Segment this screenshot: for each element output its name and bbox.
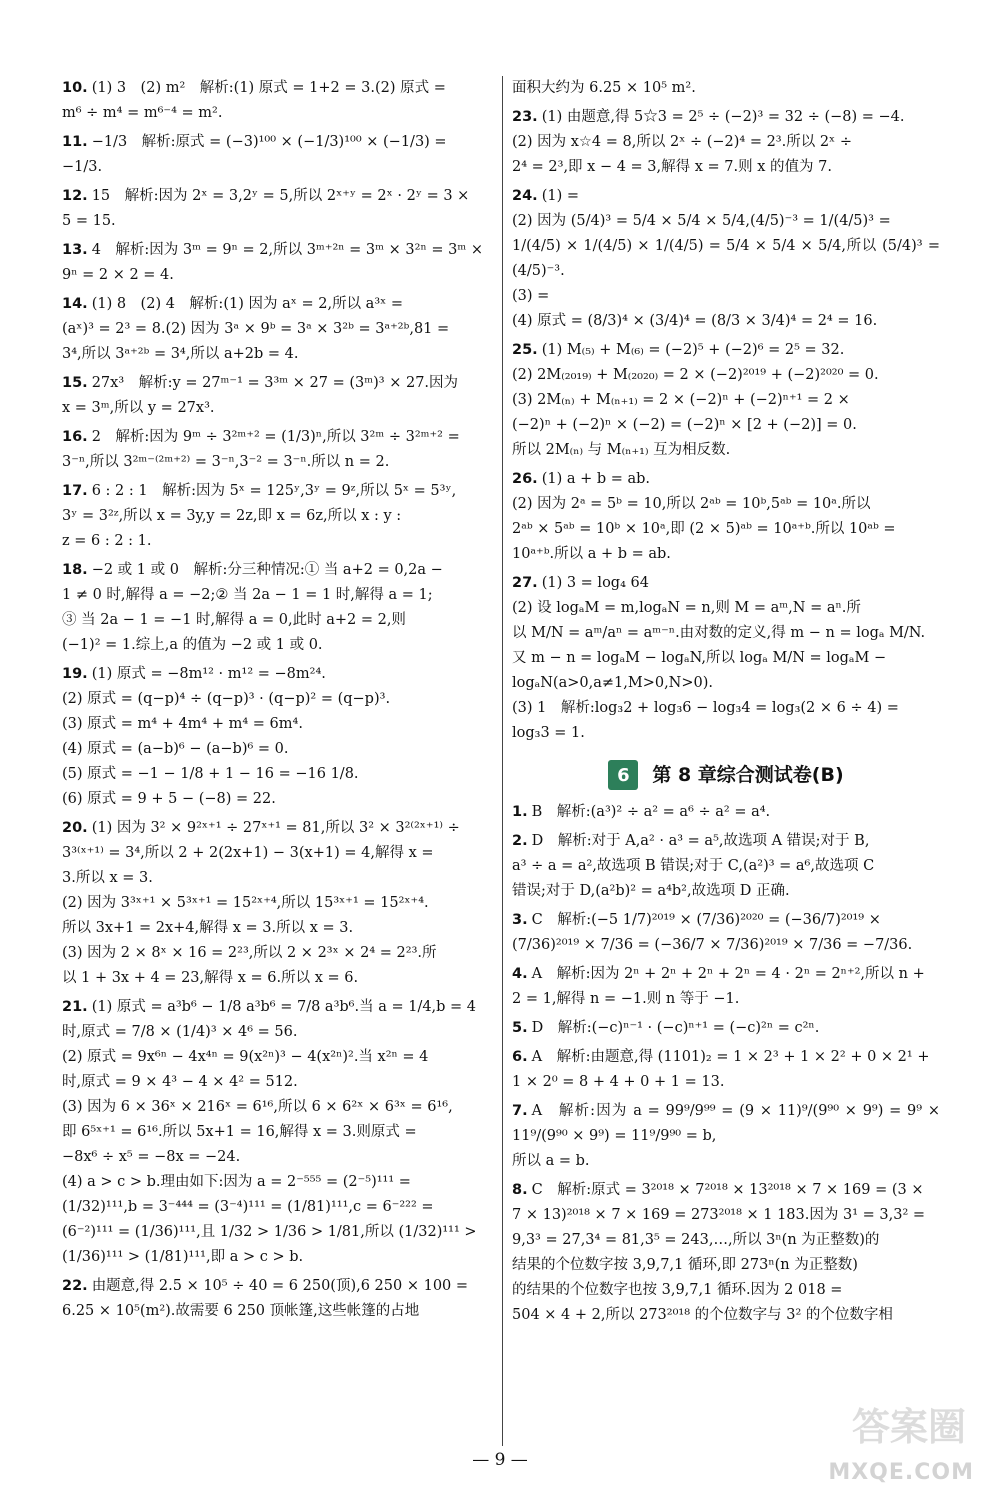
answer-line xyxy=(62,737,494,762)
answer-line xyxy=(512,130,940,155)
answer-text: 错误;对于 D,(a²b)² = a⁴b²,故选项 D 正确. xyxy=(512,883,790,899)
answer-line xyxy=(512,105,940,130)
answer-text: log₃3 = 1. xyxy=(512,725,585,741)
answer-item xyxy=(62,238,494,288)
answer-item xyxy=(512,1045,940,1095)
answer-line xyxy=(512,854,940,879)
page-number-text: — 9 — xyxy=(472,1450,528,1470)
answer-text: −1/3. xyxy=(62,159,103,175)
answer-text: (1) M₍₅₎ + M₍₆₎ = (−2)⁵ + (−2)⁶ = 2⁵ = 32. xyxy=(541,342,845,358)
answer-text: 即 6⁵ˣ⁺¹ = 6¹⁶.所以 5x+1 = 16,解得 x = 3.则原式 = xyxy=(62,1124,417,1140)
answer-text: (1) 因为 3² × 9²ˣ⁺¹ ÷ 27ˣ⁺¹ = 81,所以 3² × 3²⁽²ˣ⁺¹⁾ ÷ xyxy=(91,820,460,836)
answer-item xyxy=(62,425,494,475)
answer-line xyxy=(62,1220,494,1245)
answer-line xyxy=(62,662,494,687)
answer-text: D 解析:对于 A,a² · a³ = a⁵,故选项 A 错误;对于 B, xyxy=(531,833,870,849)
answer-text: B 解析:(a³)² ÷ a² = a⁶ ÷ a² = a⁴. xyxy=(531,804,771,820)
answer-line xyxy=(512,1228,940,1253)
answer-text: 所以 3x+1 = 2x+4,解得 x = 3.所以 x = 3. xyxy=(62,920,354,936)
answer-line xyxy=(62,1274,494,1299)
answer-item xyxy=(512,1099,940,1174)
answer-item xyxy=(512,467,940,567)
answer-text: (1) 3 (2) m² 解析:(1) 原式 = 1+2 = 3.(2) 原式 = xyxy=(91,80,446,96)
answer-text: (1) 原式 = a³b⁶ − 1/8 a³b⁶ = 7/8 a³b⁶.当 a = 1/4,b = 4 xyxy=(91,999,477,1015)
watermark xyxy=(824,1405,974,1485)
answer-line xyxy=(512,933,940,958)
answer-line xyxy=(62,1095,494,1120)
answer-line xyxy=(62,841,494,866)
answer-text: (1/32)¹¹¹,b = 3⁻⁴⁴⁴ = (3⁻⁴)¹¹¹ = (1/81)¹¹¹,c = 6⁻²²² = xyxy=(62,1199,434,1215)
answer-line xyxy=(512,1253,940,1278)
answer-text: (1) 8 (2) 4 解析:(1) 因为 aˣ = 2,所以 a³ˣ = xyxy=(91,296,404,312)
answer-text: 面积大约为 6.25 × 10⁵ m². xyxy=(512,80,696,96)
answer-text: (3) 因为 2 × 8ˣ × 16 = 2²³,所以 2 × 2³ˣ × 2⁴ = 2²³.所 xyxy=(62,945,437,961)
answer-item xyxy=(512,338,940,463)
answer-text: ③ 当 2a − 1 = −1 时,解得 a = 0,此时 a+2 = 2,则 xyxy=(62,612,406,628)
answer-item xyxy=(512,1178,940,1328)
answer-text: (3) 1 解析:log₃2 + log₃6 − log₃4 = log₃(2 × 6 ÷ 4) = xyxy=(512,700,899,716)
answer-line xyxy=(62,608,494,633)
answer-text: 1 ≠ 0 时,解得 a = −2;② 当 2a − 1 = 1 时,解得 a = 1; xyxy=(62,587,433,603)
answer-item xyxy=(512,1016,940,1041)
answer-text: (6) 原式 = 9 + 5 − (−8) = 22. xyxy=(62,791,276,807)
answer-item xyxy=(62,558,494,658)
question-number: 10. xyxy=(62,80,88,96)
answer-text: (2) 设 logₐM = m,logₐN = n,则 M = aᵐ,N = aⁿ.所 xyxy=(512,600,861,616)
answer-line xyxy=(62,479,494,504)
answer-text: 所以 a = b. xyxy=(512,1153,590,1169)
answer-text: (−2)ⁿ + (−2)ⁿ × (−2) = (−2)ⁿ × [2 + (−2)] = 0. xyxy=(512,417,857,433)
answer-item xyxy=(62,479,494,554)
answer-line xyxy=(62,130,494,155)
answer-text: 504 × 4 + 2,所以 273²⁰¹⁸ 的个位数字与 3² 的个位数字相 xyxy=(512,1307,893,1323)
answer-line xyxy=(512,696,940,721)
answer-line xyxy=(62,633,494,658)
answer-item xyxy=(62,816,494,991)
answer-text: 的结果的个位数字也按 3,9,7,1 循环.因为 2 018 = xyxy=(512,1282,843,1298)
answer-text: D 解析:(−c)ⁿ⁻¹ · (−c)ⁿ⁺¹ = (−c)²ⁿ = c²ⁿ. xyxy=(531,1020,820,1036)
answer-line xyxy=(62,101,494,126)
answer-text: (5) 原式 = −1 − 1/8 + 1 − 16 = −16 1/8. xyxy=(62,766,359,782)
answer-item xyxy=(62,76,494,126)
answer-text: 以 1 + 3x + 4 = 23,解得 x = 6.所以 x = 6. xyxy=(62,970,359,986)
answer-line xyxy=(62,995,494,1020)
answer-item xyxy=(512,829,940,904)
answer-text: (1) 原式 = −8m¹² · m¹² = −8m²⁴. xyxy=(91,666,326,682)
answer-text: 5 = 15. xyxy=(62,213,116,229)
answer-line xyxy=(512,234,940,284)
answer-line xyxy=(62,816,494,841)
question-number: 24. xyxy=(512,188,538,204)
question-number: 5. xyxy=(512,1020,528,1036)
right-column xyxy=(512,76,940,1332)
answer-text: −8x⁶ ÷ x⁵ = −8x = −24. xyxy=(62,1149,241,1165)
answer-text: logₐN(a>0,a≠1,M>0,N>0). xyxy=(512,675,714,691)
answer-text: C 解析:(−5 1/7)²⁰¹⁹ × (7/36)²⁰²⁰ = (−36/7)²⁰¹⁹ × xyxy=(531,912,881,928)
answer-text: 时,原式 = 9 × 4³ − 4 × 4² = 512. xyxy=(62,1074,298,1090)
answer-line xyxy=(512,1303,940,1328)
answer-line xyxy=(512,155,940,180)
answer-line xyxy=(512,467,940,492)
question-number: 17. xyxy=(62,483,88,499)
question-number: 21. xyxy=(62,999,88,1015)
answer-text: 结果的个位数字按 3,9,7,1 循环,即 273ⁿ(n 为正整数) xyxy=(512,1257,858,1273)
answer-line xyxy=(62,263,494,288)
answer-line xyxy=(62,238,494,263)
answer-line xyxy=(62,891,494,916)
answer-text: 2 = 1,解得 n = −1.则 n 等于 −1. xyxy=(512,991,740,1007)
answer-text: 3⁻ⁿ,所以 3²ᵐ⁻⁽²ᵐ⁺²⁾ = 3⁻ⁿ,3⁻² = 3⁻ⁿ.所以 n = 2. xyxy=(62,454,390,470)
answer-text: x = 3ᵐ,所以 y = 27x³. xyxy=(62,400,215,416)
answer-line xyxy=(512,438,940,463)
answer-line xyxy=(512,517,940,542)
answer-line xyxy=(512,309,940,334)
answer-line xyxy=(62,583,494,608)
answer-text: (3) 原式 = m⁴ + 4m⁴ + m⁴ = 6m⁴. xyxy=(62,716,303,732)
answer-line xyxy=(62,941,494,966)
answer-text: 4 解析:因为 3ᵐ = 9ⁿ = 2,所以 3ᵐ⁺²ⁿ = 3ᵐ × 3²ⁿ = 3ᵐ × xyxy=(91,242,483,258)
answer-line xyxy=(62,1045,494,1070)
answer-item xyxy=(62,371,494,421)
answer-text: (4) 原式 = (8/3)⁴ × (3/4)⁴ = (8/3 × 3/4)⁴ = 2⁴ = 16. xyxy=(512,313,878,329)
answer-text: m⁶ ÷ m⁴ = m⁶⁻⁴ = m². xyxy=(62,105,223,121)
question-number: 27. xyxy=(512,575,538,591)
answer-text: 6.25 × 10⁵(m²).故需要 6 250 顶帐篷,这些帐篷的占地 xyxy=(62,1303,420,1319)
section-header xyxy=(512,760,940,790)
answer-line xyxy=(62,1299,494,1324)
answer-line xyxy=(62,762,494,787)
answer-text: 时,原式 = 7/8 × (1/4)³ × 4⁶ = 56. xyxy=(62,1024,298,1040)
answer-line xyxy=(512,1045,940,1070)
question-number: 20. xyxy=(62,820,88,836)
answer-line xyxy=(512,671,940,696)
answer-text: −1/3 解析:原式 = (−3)¹⁰⁰ × (−1/3)¹⁰⁰ × (−1/3) = xyxy=(91,134,447,150)
answer-line xyxy=(512,829,940,854)
answer-line xyxy=(62,529,494,554)
answer-line xyxy=(62,342,494,367)
answer-item xyxy=(62,995,494,1270)
answer-text: −2 或 1 或 0 解析:分三种情况:① 当 a+2 = 0,2a − xyxy=(91,562,443,578)
answer-text: (2) 原式 = 9x⁶ⁿ − 4x⁴ⁿ = 9(x²ⁿ)³ − 4(x²ⁿ)².当 x²ⁿ = 4 xyxy=(62,1049,429,1065)
answer-item xyxy=(512,184,940,334)
answer-text: (2) 原式 = (q−p)⁴ ÷ (q−p)³ · (q−p)² = (q−p)³. xyxy=(62,691,391,707)
question-number: 2. xyxy=(512,833,528,849)
answer-text: 3⁴,所以 3ᵃ⁺²ᵇ = 3⁴,所以 a+2b = 4. xyxy=(62,346,299,362)
answer-line xyxy=(62,504,494,529)
answer-text: 9ⁿ = 2 × 2 = 4. xyxy=(62,267,174,283)
answer-line xyxy=(512,1278,940,1303)
answer-text: 6 : 2 : 1 解析:因为 5ˣ = 125ʸ,3ʸ = 9ᶻ,所以 5ˣ = 5³ʸ, xyxy=(91,483,457,499)
answer-line xyxy=(62,317,494,342)
answer-line xyxy=(512,621,940,646)
answer-text: 3ʸ = 3²ᶻ,所以 x = 3y,y = 2z,即 x = 6z,所以 x : y : xyxy=(62,508,402,524)
answer-text: (1) 3 = log₄ 64 xyxy=(541,575,649,591)
answer-line xyxy=(512,542,940,567)
answer-line xyxy=(62,1195,494,1220)
answer-item xyxy=(62,184,494,234)
answer-text: (aˣ)³ = 2³ = 8.(2) 因为 3ᵃ × 9ᵇ = 3ᵃ × 3²ᵇ = 3ᵃ⁺²ᵇ,81 = xyxy=(62,321,450,337)
answer-line xyxy=(512,1149,940,1174)
question-number: 1. xyxy=(512,804,528,820)
question-number: 16. xyxy=(62,429,88,445)
section-title: 第 8 章综合测试卷(B) xyxy=(652,763,844,786)
answer-text: 2⁴ = 2³,即 x − 4 = 3,解得 x = 7.则 x 的值为 7. xyxy=(512,159,832,175)
answer-text: (4) 原式 = (a−b)⁶ − (a−b)⁶ = 0. xyxy=(62,741,289,757)
answer-item xyxy=(512,908,940,958)
question-number: 23. xyxy=(512,109,538,125)
answer-line xyxy=(512,184,940,209)
question-number: 3. xyxy=(512,912,528,928)
answer-item xyxy=(62,130,494,180)
answer-line xyxy=(62,916,494,941)
answer-line xyxy=(512,987,940,1012)
answer-text: 10ᵃ⁺ᵇ.所以 a + b = ab. xyxy=(512,546,671,562)
answer-text: 1/(4/5) × 1/(4/5) × 1/(4/5) = 5/4 × 5/4 × 5/4,所以 (5/4)³ = (4/5)⁻³. xyxy=(512,238,940,279)
answer-line xyxy=(512,76,940,101)
answer-line xyxy=(62,966,494,991)
answer-text: 由题意,得 2.5 × 10⁵ ÷ 40 = 6 250(顶),6 250 × 100 = xyxy=(91,1278,469,1294)
answer-line xyxy=(512,800,940,825)
answer-line xyxy=(62,1070,494,1095)
answer-text: (2) 2M₍₂₀₁₉₎ + M₍₂₀₂₀₎ = 2 × (−2)²⁰¹⁹ + (−2)²⁰²⁰ = 0. xyxy=(512,367,879,383)
answer-text: z = 6 : 2 : 1. xyxy=(62,533,152,549)
answer-line xyxy=(512,596,940,621)
answer-line xyxy=(512,338,940,363)
answer-text: (4) a > c > b.理由如下:因为 a = 2⁻⁵⁵⁵ = (2⁻⁵)¹¹¹ = xyxy=(62,1174,411,1190)
answer-item xyxy=(512,76,940,101)
answer-line xyxy=(62,1145,494,1170)
question-number: 6. xyxy=(512,1049,528,1065)
question-number: 22. xyxy=(62,1278,88,1294)
divider xyxy=(502,76,503,1446)
watermark-logo: 答案圈 xyxy=(851,1405,966,1449)
answer-line xyxy=(512,209,940,234)
answer-line xyxy=(62,787,494,812)
answer-text: (3) = xyxy=(512,288,550,304)
answer-text: 2ᵃᵇ × 5ᵃᵇ = 10ᵇ × 10ᵃ,即 (2 × 5)ᵃᵇ = 10ᵃ⁺ᵇ.所以 10ᵃᵇ = xyxy=(512,521,896,537)
answer-text: 又 m − n = logₐM − logₐN,所以 logₐ M/N = logₐM − xyxy=(512,650,887,666)
answer-line xyxy=(512,962,940,987)
answer-text: (−1)² = 1.综上,a 的值为 −2 或 1 或 0. xyxy=(62,637,323,653)
answer-item xyxy=(512,800,940,825)
answer-text: 所以 2M₍ₙ₎ 与 M₍ₙ₊₁₎ 互为相反数. xyxy=(512,442,731,458)
answer-line xyxy=(62,1020,494,1045)
answer-line xyxy=(512,363,940,388)
question-number: 11. xyxy=(62,134,88,150)
answer-line xyxy=(512,1070,940,1095)
answer-text: C 解析:原式 = 3²⁰¹⁸ × 7²⁰¹⁸ × 13²⁰¹⁸ × 7 × 169 = (3 × xyxy=(531,1182,924,1198)
question-number: 4. xyxy=(512,966,528,982)
answer-text: 27x³ 解析:y = 27ᵐ⁻¹ = 3³ᵐ × 27 = (3ᵐ)³ × 27.因为 xyxy=(91,375,459,391)
answer-line xyxy=(62,209,494,234)
answer-text: A 解析:因为 a = 99⁹/9⁹⁹ = (9 × 11)⁹/(9⁹⁰ × 9⁹) = 9⁹ × 11⁹/(9⁹⁰ × 9⁹) = 11⁹/9⁹⁰ = b, xyxy=(512,1103,940,1144)
section-badge: 6 xyxy=(608,760,638,790)
answer-text: 3³⁽ˣ⁺¹⁾ = 3⁴,所以 2 + 2(2x+1) − 3(x+1) = 4,解得 x = xyxy=(62,845,434,861)
answer-line xyxy=(62,450,494,475)
answer-text: (1) = xyxy=(541,188,579,204)
answer-text: (2) 因为 3³ˣ⁺¹ × 5³ˣ⁺¹ = 15²ˣ⁺⁴,所以 15³ˣ⁺¹ = 15²ˣ⁺⁴. xyxy=(62,895,429,911)
answer-text: (1) 由题意,得 5☆3 = 2⁵ ÷ (−2)³ = 32 ÷ (−8) = −4. xyxy=(541,109,905,125)
answer-text: 1 × 2⁰ = 8 + 4 + 0 + 1 = 13. xyxy=(512,1074,725,1090)
answer-line xyxy=(62,687,494,712)
answer-text: 3.所以 x = 3. xyxy=(62,870,153,886)
answer-line xyxy=(512,284,940,309)
answer-line xyxy=(512,646,940,671)
question-number: 14. xyxy=(62,296,88,312)
question-number: 8. xyxy=(512,1182,528,1198)
answer-text: 以 M/N = aᵐ/aⁿ = aᵐ⁻ⁿ.由对数的定义,得 m − n = logₐ M/N. xyxy=(512,625,926,641)
answer-text: (2) 因为 (5/4)³ = 5/4 × 5/4 × 5/4,(4/5)⁻³ = 1/(4/5)³ = xyxy=(512,213,891,229)
answer-item xyxy=(62,662,494,812)
answer-text: (1) a + b = ab. xyxy=(541,471,651,487)
answer-line xyxy=(512,879,940,904)
question-number: 25. xyxy=(512,342,538,358)
answer-line xyxy=(62,558,494,583)
left-column xyxy=(62,76,494,1328)
answer-line xyxy=(62,396,494,421)
answer-line xyxy=(62,866,494,891)
answer-line xyxy=(512,413,940,438)
answer-item xyxy=(512,105,940,180)
answer-line xyxy=(62,371,494,396)
answer-line xyxy=(512,1099,940,1149)
answer-line xyxy=(62,1245,494,1270)
answer-item xyxy=(62,1274,494,1324)
question-number: 13. xyxy=(62,242,88,258)
answer-text: (3) 2M₍ₙ₎ + M₍ₙ₊₁₎ = 2 × (−2)ⁿ + (−2)ⁿ⁺¹ = 2 × xyxy=(512,392,850,408)
answer-line xyxy=(62,425,494,450)
answer-item xyxy=(62,292,494,367)
watermark-text: MXQE.COM xyxy=(828,1460,974,1485)
answer-line xyxy=(512,571,940,596)
answer-line xyxy=(512,721,940,746)
answer-text: a³ ÷ a = a²,故选项 B 错误;对于 C,(a²)³ = a⁶,故选项 C xyxy=(512,858,875,874)
answer-item xyxy=(512,571,940,746)
answer-line xyxy=(512,388,940,413)
answer-line xyxy=(512,1016,940,1041)
answer-line xyxy=(62,76,494,101)
answer-text: 9,3³ = 27,3⁴ = 81,3⁵ = 243,…,所以 3ⁿ(n 为正整数)的 xyxy=(512,1232,880,1248)
answer-text: (1/36)¹¹¹ > (1/81)¹¹¹,即 a > c > b. xyxy=(62,1249,304,1265)
answer-text: (7/36)²⁰¹⁹ × 7/36 = (−36/7 × 7/36)²⁰¹⁹ × 7/36 = −7/36. xyxy=(512,937,913,953)
answer-text: 7 × 13)²⁰¹⁸ × 7 × 169 = 273²⁰¹⁸ × 1 183.因为 3¹ = 3,3² = xyxy=(512,1207,926,1223)
answer-text: (3) 因为 6 × 36ˣ × 216ˣ = 6¹⁶,所以 6 × 6²ˣ × 6³ˣ = 6¹⁶, xyxy=(62,1099,453,1115)
answer-text: (6⁻²)¹¹¹ = (1/36)¹¹¹,且 1/32 > 1/36 > 1/81,所以 (1/32)¹¹¹ > xyxy=(62,1224,477,1240)
answer-line xyxy=(62,155,494,180)
answer-text: 15 解析:因为 2ˣ = 3,2ʸ = 5,所以 2ˣ⁺ʸ = 2ˣ · 2ʸ = 3 × xyxy=(91,188,470,204)
answer-line xyxy=(512,908,940,933)
answer-line xyxy=(512,492,940,517)
answer-text: (2) 因为 x☆4 = 8,所以 2ˣ ÷ (−2)⁴ = 2³.所以 2ˣ ÷ xyxy=(512,134,852,150)
answer-text: A 解析:由题意,得 (1101)₂ = 1 × 2³ + 1 × 2² + 0 × 2¹ + xyxy=(531,1049,930,1065)
answer-text: A 解析:因为 2ⁿ + 2ⁿ + 2ⁿ + 2ⁿ = 4 · 2ⁿ = 2ⁿ⁺²,所以 n + xyxy=(531,966,925,982)
question-number: 19. xyxy=(62,666,88,682)
answer-line xyxy=(62,712,494,737)
answer-line xyxy=(512,1178,940,1203)
answer-line xyxy=(62,1120,494,1145)
answer-line xyxy=(62,292,494,317)
answer-line xyxy=(512,1203,940,1228)
answer-line xyxy=(62,184,494,209)
question-number: 15. xyxy=(62,375,88,391)
question-number: 18. xyxy=(62,562,88,578)
question-number: 26. xyxy=(512,471,538,487)
question-number: 7. xyxy=(512,1103,528,1119)
answer-text: (2) 因为 2ᵃ = 5ᵇ = 10,所以 2ᵃᵇ = 10ᵇ,5ᵃᵇ = 10ᵃ.所以 xyxy=(512,496,871,512)
question-number: 12. xyxy=(62,188,88,204)
answer-item xyxy=(512,962,940,1012)
answer-text: 2 解析:因为 9ᵐ ÷ 3²ᵐ⁺² = (1/3)ⁿ,所以 3²ᵐ ÷ 3²ᵐ⁺² = xyxy=(91,429,460,445)
answer-line xyxy=(62,1170,494,1195)
